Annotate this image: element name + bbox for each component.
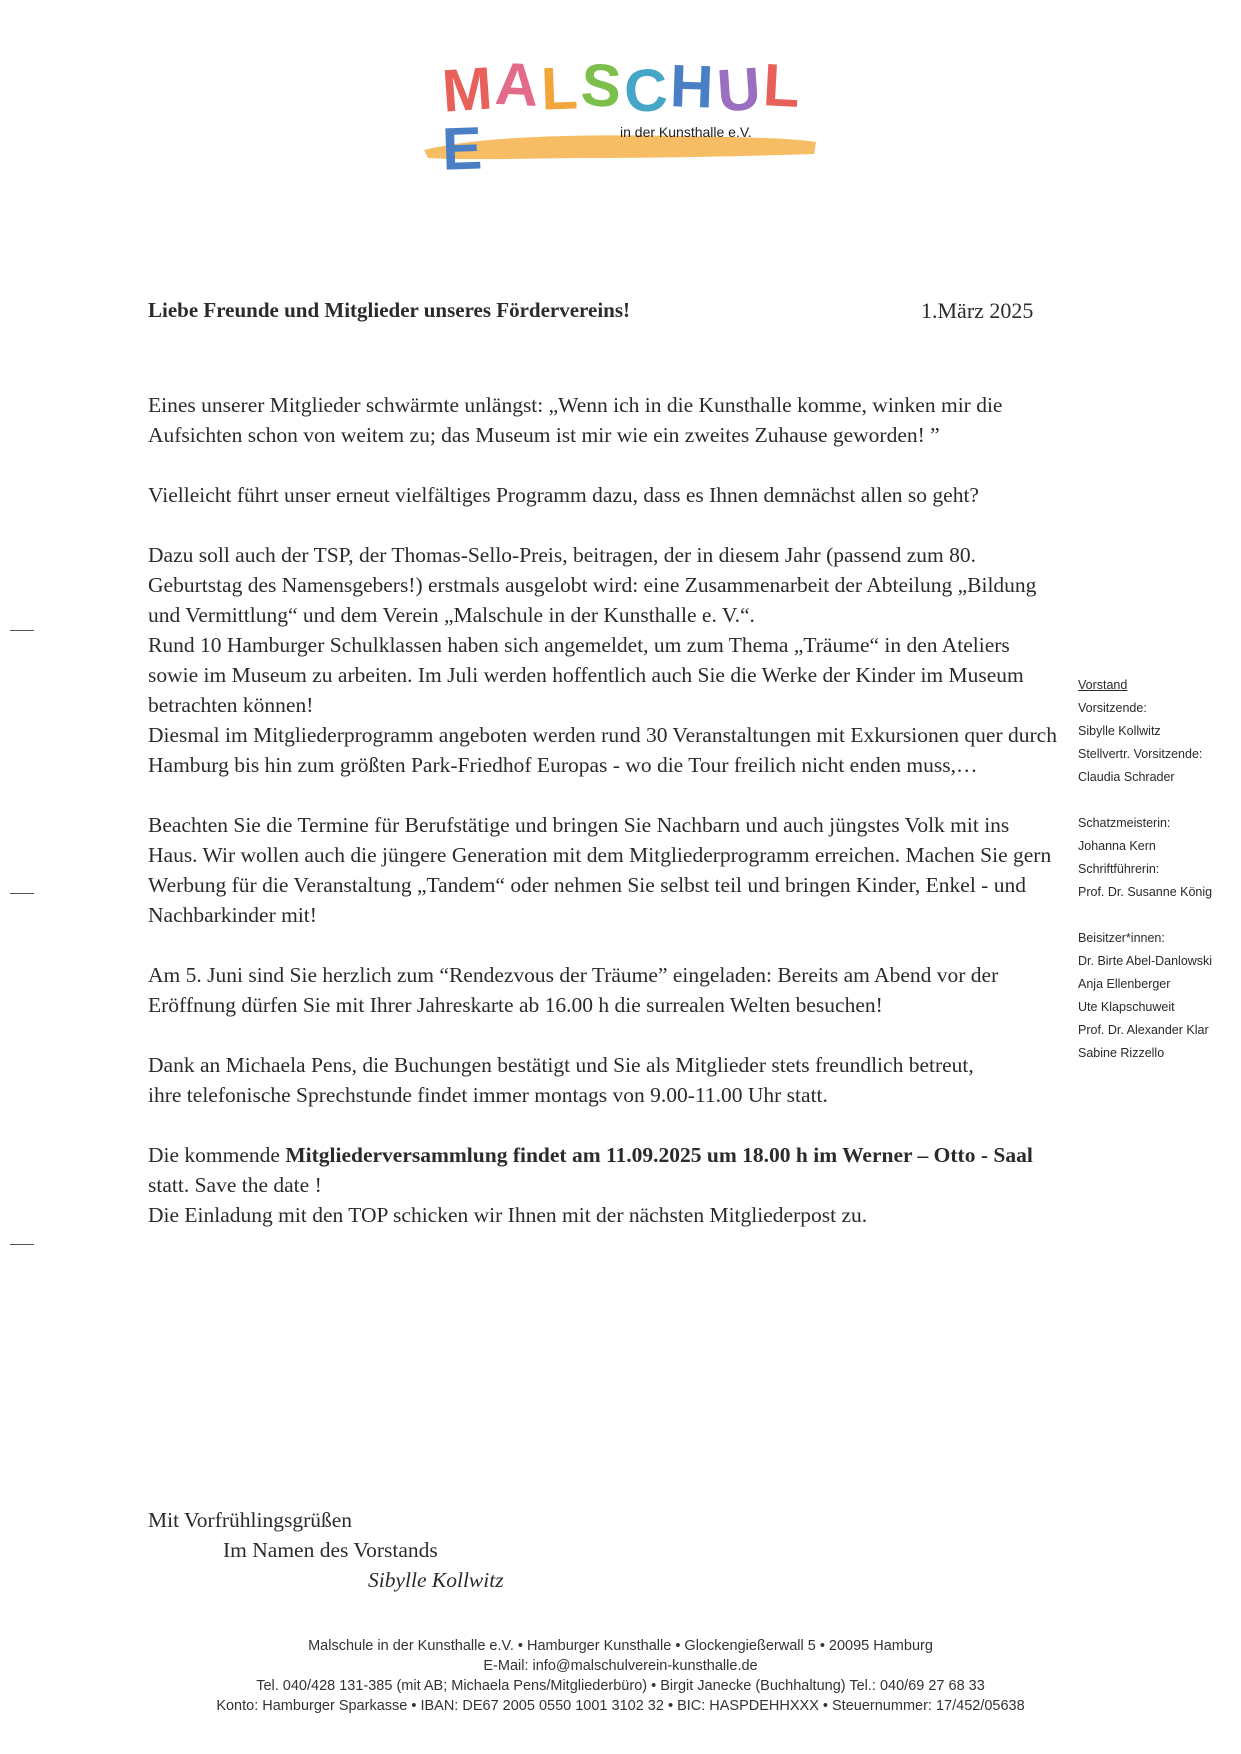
logo-letter: S	[578, 50, 627, 121]
paragraph-invitation: Die Einladung mit den TOP schicken wir Ihnen mit der nächsten Mitgliederpost zu.	[148, 1203, 868, 1227]
treasurer-name: Johanna Kern	[1078, 839, 1156, 853]
paragraph-program: Vielleicht führt unser erneut vielfältiges Programm dazu, dass es Ihnen demnächst allen so geht?	[148, 483, 979, 507]
paragraph-rendezvous: Am 5. Juni sind Sie herzlich zum “Rendezvous der Träume” eingeladen: Bereits am Abend vor der Eröffnung dürfen Sie mit Ihrer Jahreskarte ab 16.00 h die surrealen Welten besuchen!	[148, 963, 999, 1017]
assembly-date-bold: Mitgliederversammlung findet am 11.09.2025 um 18.00 h im Werner – Otto - Saal	[285, 1143, 1033, 1167]
footer-email: E-Mail: info@malschulverein-kunsthalle.de	[483, 1658, 758, 1674]
closing-on-behalf: Im Namen des Vorstands	[223, 1538, 438, 1562]
fold-mark	[10, 893, 34, 894]
assembly-pre: Die kommende	[148, 1143, 286, 1167]
logo-letter: U	[714, 54, 766, 125]
assessors-label: Beisitzer*innen:	[1078, 931, 1165, 945]
assembly-post: statt. Save the date !	[148, 1173, 322, 1197]
chair-label: Vorsitzende:	[1078, 701, 1147, 715]
footer-phone: Tel. 040/428 131-385 (mit AB; Michaela Pens/Mitgliederbüro) • Birgit Janecke (Buchhaltung) Tel.: 040/69 27 68 33	[256, 1678, 985, 1694]
board-sidebar	[1078, 674, 1238, 1065]
letter-date: 1.März 2025	[921, 298, 1034, 323]
treasurer-label: Schatzmeisterin:	[1078, 816, 1171, 830]
footer-address: Malschule in der Kunsthalle e.V. • Hamburger Kunsthalle • Glockengießerwall 5 • 20095 Hamburg	[308, 1638, 933, 1654]
secretary-label: Schriftführerin:	[1078, 862, 1160, 876]
vice-name: Claudia Schrader	[1078, 770, 1175, 784]
signature-name: Sibylle Kollwitz	[368, 1568, 504, 1592]
assessor-name: Sabine Rizzello	[1078, 1046, 1165, 1060]
logo-letter: M	[439, 54, 498, 125]
closing-greeting: Mit Vorfrühlingsgrüßen	[148, 1508, 353, 1532]
letter-body	[148, 390, 1058, 1260]
logo-wordmark	[439, 49, 840, 183]
logo-letter: L	[761, 51, 805, 120]
paragraph-assembly	[148, 1140, 1058, 1200]
logo-letter: A	[493, 49, 544, 120]
paragraph-events: Diesmal im Mitgliederprogramm angeboten werden rund 30 Veranstaltungen mit Exkursionen quer durch Hamburg bis hin zum größten Park-Friedhof Europas - wo die Tour freilich nicht enden muss,…	[148, 723, 1057, 777]
logo-letter: H	[669, 52, 718, 121]
footer-bank: Konto: Hamburger Sparkasse • IBAN: DE67 2005 0550 1001 3102 32 • BIC: HASPDEHHXXX • Steuernummer: 17/452/05638	[216, 1698, 1025, 1714]
greeting-heading: Liebe Freunde und Mitglieder unseres Fördervereins!	[148, 298, 630, 322]
paragraph-prize: Dazu soll auch der TSP, der Thomas-Sello-Preis, beitragen, der in diesem Jahr (passend zum 80. Geburtstag des Namensgebers!) erstmals ausgelobt wird: eine Zusammenarbeit der Abteilung „Bildung und Vermittlung“ und dem Verein „Malschule in der Kunsthalle e. V.“.	[148, 543, 1037, 627]
logo-letter: L	[540, 54, 583, 123]
chair-name: Sibylle Kollwitz	[1078, 724, 1161, 738]
assessor-name: Anja Ellenberger	[1078, 977, 1171, 991]
logo-letter: E	[440, 114, 487, 183]
paragraph-thanks: Dank an Michaela Pens, die Buchungen bestätigt und Sie als Mitglieder stets freundlich betreut,	[148, 1053, 974, 1077]
letter-footer	[0, 1636, 1241, 1716]
letter-closing	[148, 1505, 504, 1595]
logo-subtitle: in der Kunsthalle e.V.	[620, 124, 752, 140]
paragraph-tandem: Beachten Sie die Termine für Berufstätige und bringen Sie Nachbarn und auch jüngstes Volk mit ins Haus. Wir wollen auch die jüngere Generation mit dem Mitgliederprogramm erreichen. Machen Sie gern Werbung für die Veranstaltung „Tandem“ oder nehmen Sie selbst teil und bringen Kinder, Enkel - und Nachbarkinder mit!	[148, 813, 1052, 927]
paragraph-office-hours: ihre telefonische Sprechstunde findet immer montags von 9.00-11.00 Uhr statt.	[148, 1083, 828, 1107]
assessor-name: Dr. Birte Abel-Danlowski	[1078, 954, 1213, 968]
paragraph-classes: Rund 10 Hamburger Schulklassen haben sich angemeldet, um zum Thema „Träume“ in den Ateliers sowie im Museum zu arbeiten. Im Juli werden hoffentlich auch Sie die Werke der Kinder im Museum betrachten können!	[148, 633, 1024, 717]
secretary-name: Prof. Dr. Susanne König	[1078, 885, 1213, 899]
malschule-logo	[400, 49, 840, 183]
fold-mark	[10, 1244, 34, 1245]
board-heading: Vorstand	[1078, 678, 1128, 692]
vice-label: Stellvertr. Vorsitzende:	[1078, 747, 1203, 761]
fold-mark	[10, 630, 34, 631]
logo-letter: C	[622, 55, 673, 126]
paragraph-quote: Eines unserer Mitglieder schwärmte unlängst: „Wenn ich in die Kunsthalle komme, winken mir die Aufsichten schon von weitem zu; das Museum ist mir wie ein zweites Zuhause geworden! ”	[148, 393, 1003, 447]
assessor-name: Ute Klapschuweit	[1078, 1000, 1175, 1014]
assessor-name: Prof. Dr. Alexander Klar	[1078, 1023, 1209, 1037]
